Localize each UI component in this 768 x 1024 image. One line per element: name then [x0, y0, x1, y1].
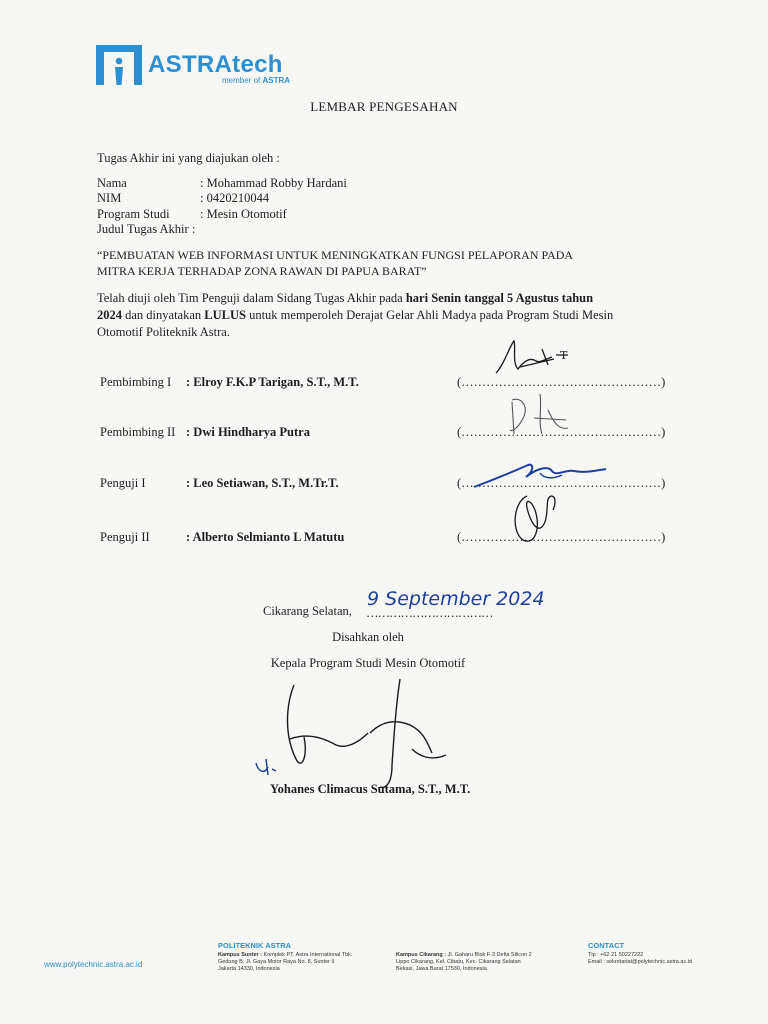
page-title: LEMBAR PENGESAHAN	[310, 99, 458, 114]
field-value-nim: : 0420210044	[200, 191, 270, 205]
footer-website-link[interactable]: www.polytechnic.astra.ac.id	[44, 960, 143, 969]
handwritten-date: 9 September 2024	[367, 588, 545, 610]
signature-blank: (…………………………………………)	[457, 476, 666, 490]
signature-head-icon	[250, 675, 470, 795]
field-label-nama: Nama	[97, 176, 127, 190]
footer-contact-head: CONTACT	[588, 941, 625, 950]
signature-blank: (…………………………………………)	[457, 375, 666, 389]
examiner-role: Penguji I	[100, 476, 146, 490]
statement-paragraph: Telah diuji oleh Tim Penguji dalam Sidang Tugas Akhir pada hari Senin tanggal 5 Agustus tahun 2024 dan dinyatakan LULUS untuk memperoleh Derajat Gelar Ahli Madya pada Program Studi Mesin Otomotif Politeknik Astra.	[97, 291, 614, 339]
head-name: Yohanes Climacus Sutama, S.T., M.T.	[270, 782, 471, 796]
intro-text: Tugas Akhir ini yang diajukan oleh :	[97, 151, 280, 165]
footer-org: POLITEKNIK ASTRA	[218, 941, 292, 950]
place-label: Cikarang Selatan,	[263, 604, 352, 618]
examiner-name: : Elroy F.K.P Tarigan, S.T., M.T.	[186, 375, 359, 389]
footer-contact: Tlp : +62 21 50227222 Email : sekretariat@polytechnic.astra.ac.id	[588, 952, 693, 965]
approved-by-label: Disahkan oleh	[332, 630, 404, 644]
date-dots: ……………………………	[366, 606, 493, 620]
field-label-nim: NIM	[97, 191, 122, 205]
svg-text:T: T	[560, 349, 568, 362]
field-value-nama: : Mohammad Robby Hardani	[200, 176, 347, 190]
logo-tagline: member of ASTRA	[222, 76, 291, 85]
examiner-role: Pembimbing I	[100, 375, 172, 389]
thesis-title-line2: MITRA KERJA TERHADAP ZONA RAWAN DI PAPUA BARAT”	[97, 264, 427, 278]
examiner-name: : Leo Setiawan, S.T., M.Tr.T.	[186, 476, 339, 490]
thesis-title-line1: “PEMBUATAN WEB INFORMASI UNTUK MENINGKATKAN FUNGSI PELAPORAN PADA	[97, 248, 574, 262]
examiner-role: Penguji II	[100, 530, 150, 544]
field-label-judul: Judul Tugas Akhir :	[97, 222, 196, 236]
signature-blank: (…………………………………………)	[457, 530, 666, 544]
field-value-program: : Mesin Otomotif	[200, 207, 287, 221]
examiner-name: : Dwi Hindharya Putra	[186, 425, 310, 439]
astratech-logo	[96, 42, 316, 92]
examiner-name: : Alberto Selmianto L Matutu	[186, 530, 345, 544]
head-title: Kepala Program Studi Mesin Otomotif	[270, 656, 466, 670]
footer-campus-cikarang: Kampus Cikarang : Jl. Gaharu Blok F-3 Delta Silicon 2 Lippo Cikarang, Kel. Cibatu, Kec. Cikarang Selatan Bekasi, Jawa Barat 17530, Indonesia	[396, 952, 532, 972]
examiner-role: Pembimbing II	[100, 425, 176, 439]
footer-campus-sunter: Kampus Sunter : Komplek PT. Astra International Tbk. Gedung B, Jl. Gaya Motor Raya No. 8, Sunter II Jakarta 14330, Indonesia	[218, 952, 353, 972]
field-label-program: Program Studi	[97, 207, 170, 221]
logo-brand: ASTRAtech	[148, 51, 283, 78]
astratech-logo-mark-icon	[96, 42, 142, 88]
signature-pembimbing-1-icon	[490, 335, 590, 380]
signature-blank: (…………………………………………)	[457, 425, 666, 439]
